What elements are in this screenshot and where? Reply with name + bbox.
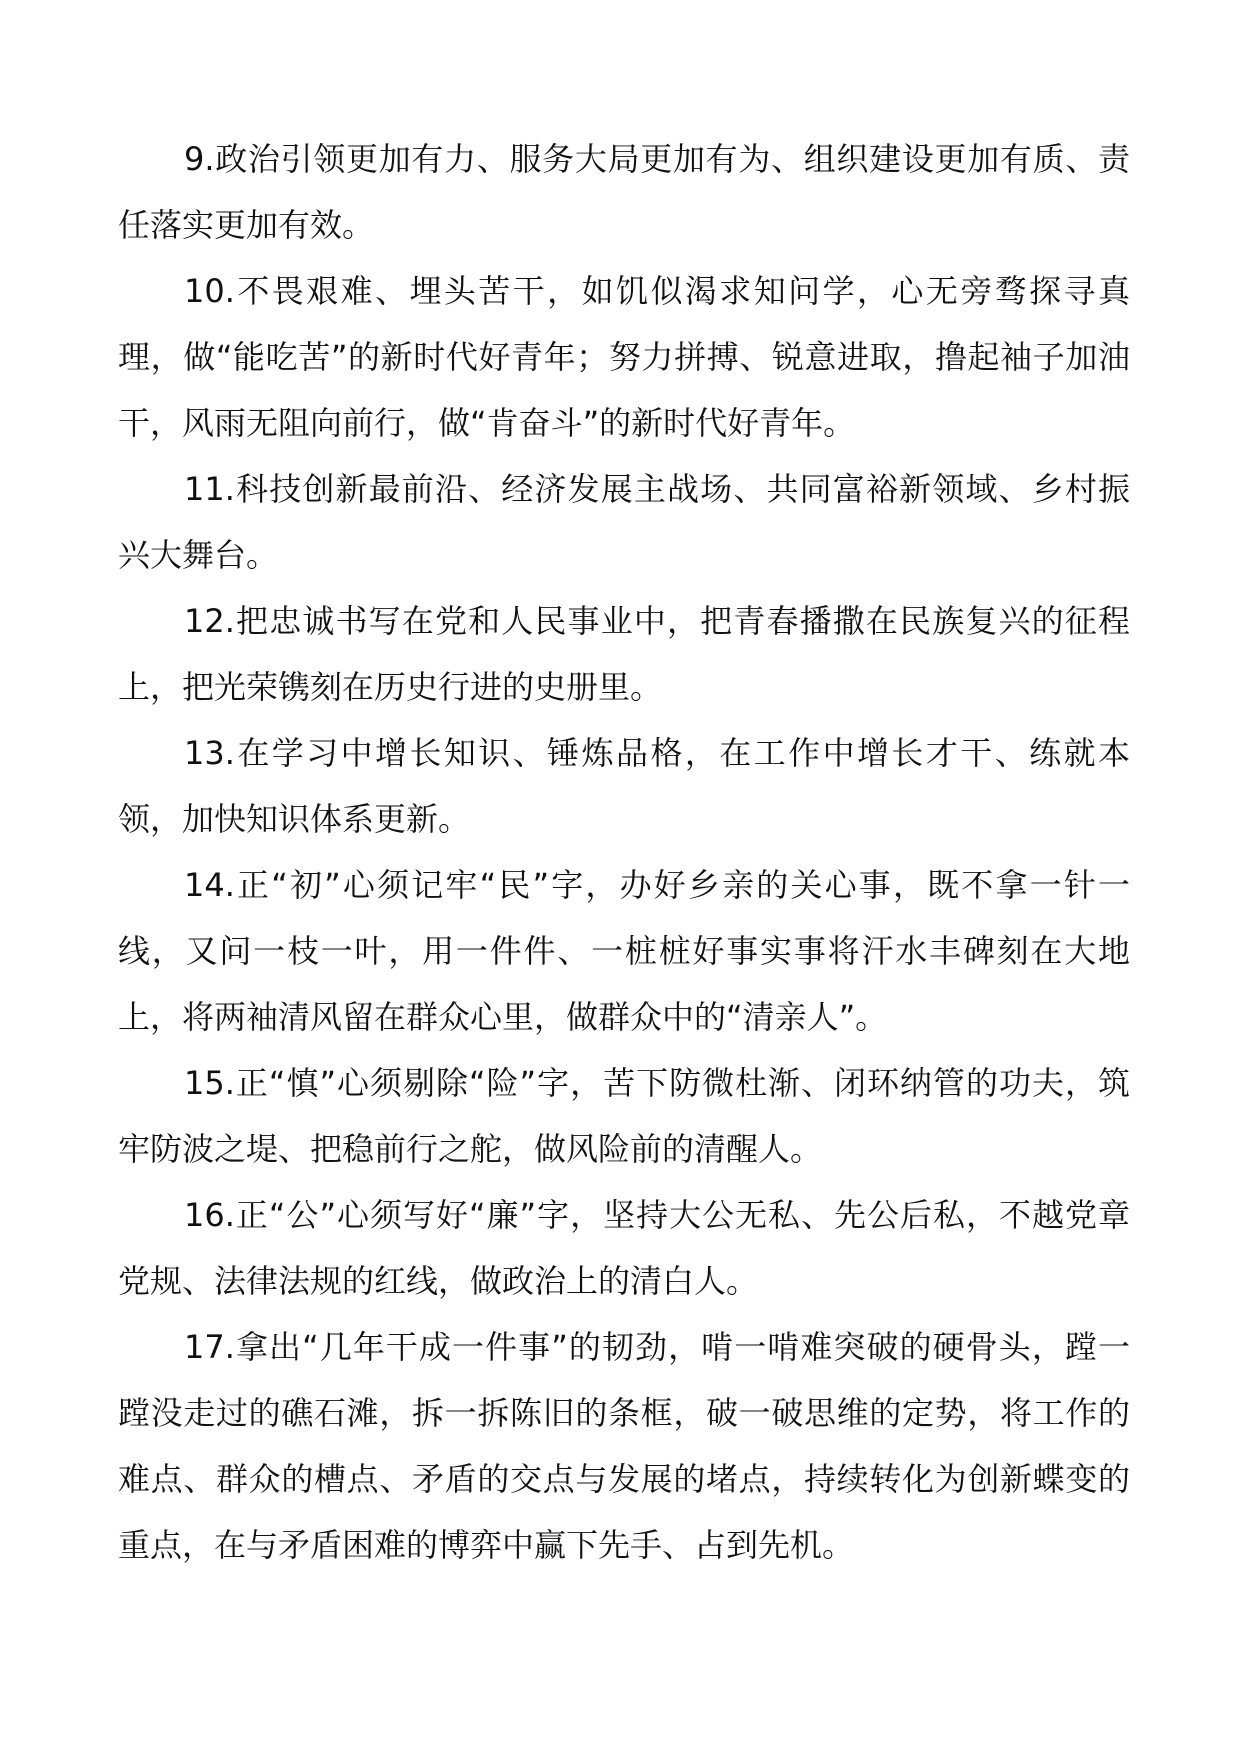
- paragraph-item-15: 15.正“慎”心须剔除“险”字，苦下防微杜渐、闭环纳管的功夫，筑牢防波之堤、把稳前行之舵，做风险前的清醒人。: [118, 1064, 1130, 1168]
- paragraph-item-12: 12.把忠诚书写在党和人民事业中，把青春播撒在民族复兴的征程上，把光荣镌刻在历史行进的史册里。: [118, 602, 1130, 706]
- paragraph-item-13: 13.在学习中增长知识、锤炼品格，在工作中增长才干、练就本领，加快知识体系更新。: [118, 734, 1130, 838]
- paragraph-item-10: 10.不畏艰难、埋头苦干，如饥似渴求知问学，心无旁骛探寻真理，做“能吃苦”的新时代好青年；努力拼搏、锐意进取，撸起袖子加油干，风雨无阻向前行，做“肯奋斗”的新时代好青年。: [118, 272, 1130, 442]
- paragraph-item-11: 11.科技创新最前沿、经济发展主战场、共同富裕新领域、乡村振兴大舞台。: [118, 470, 1130, 574]
- paragraph-item-9: 9.政治引领更加有力、服务大局更加有为、组织建设更加有质、责任落实更加有效。: [118, 140, 1130, 244]
- document-page: [118, 126, 1130, 1578]
- paragraph-item-16: 16.正“公”心须写好“廉”字，坚持大公无私、先公后私，不越党章党规、法律法规的红线，做政治上的清白人。: [118, 1196, 1130, 1300]
- paragraph-item-17: 17.拿出“几年干成一件事”的韧劲，啃一啃难突破的硬骨头，蹚一蹚没走过的礁石滩，拆一拆陈旧的条框，破一破思维的定势，将工作的难点、群众的槽点、矛盾的交点与发展的堵点，持续转化为创新蝶变的重点，在与矛盾困难的博弈中赢下先手、占到先机。: [118, 1328, 1130, 1564]
- paragraph-item-14: 14.正“初”心须记牢“民”字，办好乡亲的关心事，既不拿一针一线，又问一枝一叶，用一件件、一桩桩好事实事将汗水丰碑刻在大地上，将两袖清风留在群众心里，做群众中的“清亲人”。: [118, 866, 1130, 1036]
